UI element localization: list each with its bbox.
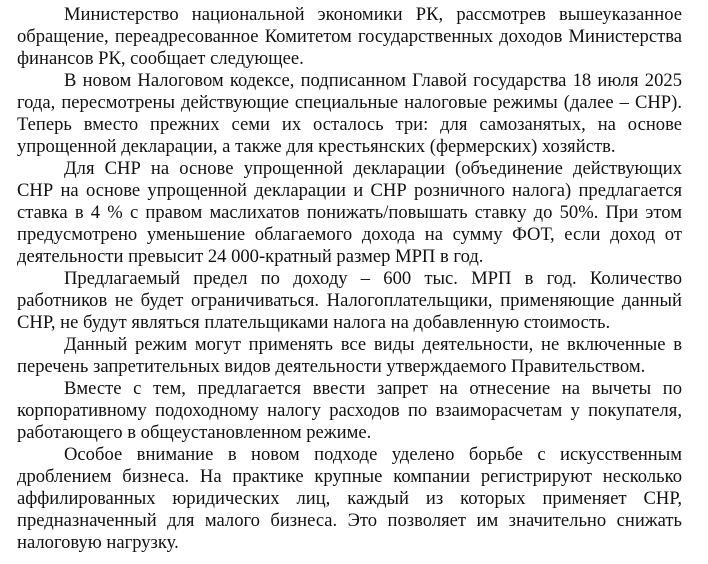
paragraph: Особое внимание в новом подходе уделено борьбе с искусственным дроблением бизнеса. На практике крупные компании регистрируют несколько аффилированных юридических лиц, каждый из которых применяет СНР, предназначенный для малого бизнеса. Это позволяет им значительно снижать налоговую нагрузку. (17, 444, 682, 553)
paragraph: В новом Налоговом кодексе, подписанном Главой государства 18 июля 2025 года, пересмотрены действующие специальные налоговые режимы (далее – СНР). Теперь вместо прежних семи их осталось три: для самозанятых, на основе упрощенной декларации, а также для крестьянских (фермерских) хозяйств. (17, 70, 682, 157)
document-body (17, 4, 682, 554)
paragraph: Для СНР на основе упрощенной декларации (объединение действующих СНР на основе упрощенной декларации и СНР розничного налога) предлагается ставка в 4 % с правом маслихатов понижать/повышать ставку до 50%. При этом предусмотрено уменьшение облагаемого дохода на сумму ФОТ, если доход от деятельности превысит 24 000-кратный размер МРП в год. (17, 158, 682, 267)
paragraph: Вместе с тем, предлагается ввести запрет на отнесение на вычеты по корпоративному подоходному налогу расходов по взаиморасчетам у покупателя, работающего в общеустановленном режиме. (17, 378, 682, 443)
paragraph: Данный режим могут применять все виды деятельности, не включенные в перечень запретительных видов деятельности утверждаемого Правительством. (17, 334, 682, 377)
paragraph: Предлагаемый предел по доходу – 600 тыс. МРП в год. Количество работников не будет ограничиваться. Налогоплательщики, применяющие данный СНР, не будут являться плательщиками налога на добавленную стоимость. (17, 268, 682, 333)
paragraph: Министерство национальной экономики РК, рассмотрев вышеуказанное обращение, переадресованное Комитетом государственных доходов Министерства финансов РК, сообщает следующее. (17, 4, 682, 69)
